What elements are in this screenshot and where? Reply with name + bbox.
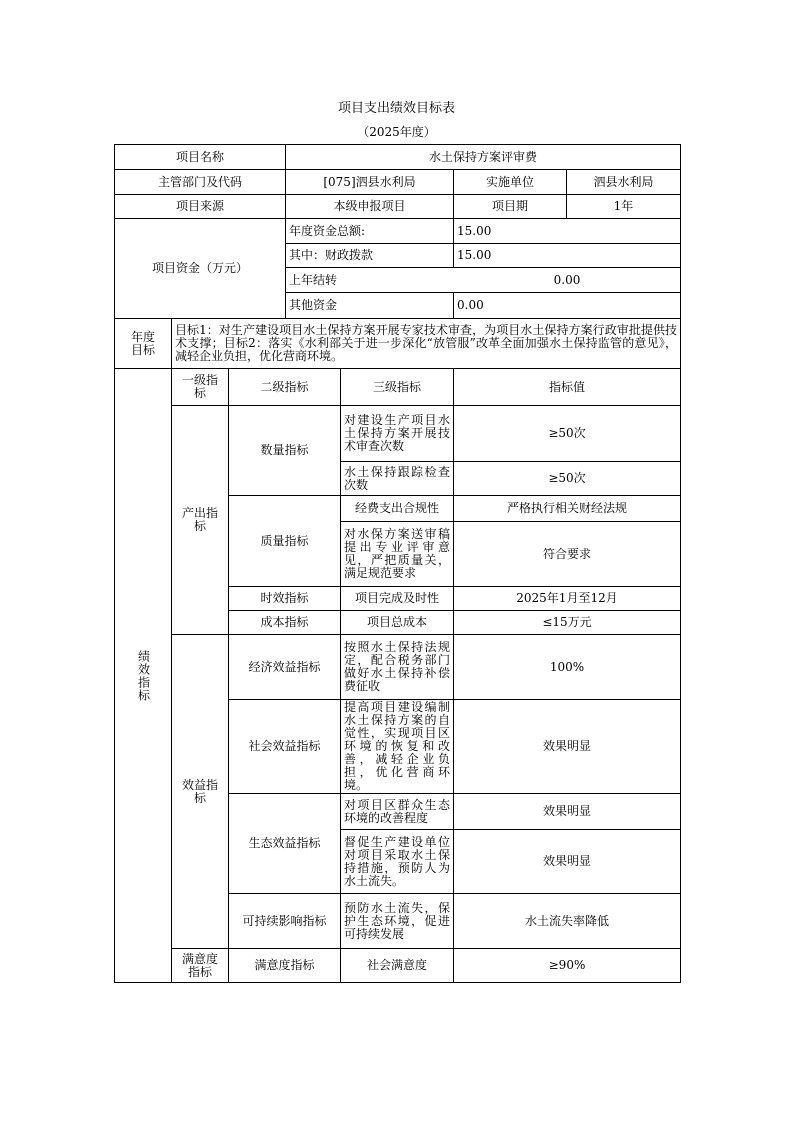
header-level1: 一级指标 <box>182 373 219 400</box>
project-name-label: 项目名称 <box>175 149 224 164</box>
level2-economic: 经济效益指标 <box>248 659 321 674</box>
level2-timeliness: 时效指标 <box>260 591 309 605</box>
indicator-value: 效果明显 <box>542 854 591 868</box>
period-value: 1年 <box>613 199 634 213</box>
level3-item: 项目完成及时性 <box>354 591 439 605</box>
indicator-value: 效果明显 <box>542 804 591 818</box>
level2-quantity: 数量指标 <box>260 443 309 457</box>
level2-satisfaction: 满意度指标 <box>254 958 315 972</box>
indicator-value: ≤15万元 <box>542 615 592 629</box>
source-value: 本级申报项目 <box>333 199 406 213</box>
period-label: 项目期 <box>491 199 528 213</box>
indicator-value: 效果明显 <box>542 739 591 753</box>
project-name-value: 水土保持方案评审费 <box>428 149 537 164</box>
level3-item: 对项目区群众生态环境的改善程度 <box>344 797 450 825</box>
annual-goal-label: 年度目标 <box>130 329 155 357</box>
level3-item: 对水保方案送审稿提出专业评审意见，严把质量关，满足规范要求 <box>344 527 450 580</box>
indicator-value: 严格执行相关财经法规 <box>506 501 627 515</box>
level1-output: 产出指标 <box>182 506 219 533</box>
header-value: 指标值 <box>548 379 585 394</box>
level3-item: 社会满意度 <box>366 958 427 972</box>
indicator-value: ≥50次 <box>548 426 586 440</box>
indicator-value: 水土流失率降低 <box>524 913 609 928</box>
funds-fiscal-value: 15.00 <box>457 248 492 262</box>
indicator-value: ≥90% <box>548 958 586 972</box>
level2-sustainable: 可持续影响指标 <box>242 913 327 928</box>
level3-item: 按照水土保持法规定，配合税务部门做好水土保持补偿费征收 <box>344 640 450 693</box>
indicator-value: 2025年1月至12月 <box>516 591 618 605</box>
funds-total-value: 15.00 <box>457 223 492 238</box>
page-title: 项目支出绩效目标表 <box>337 101 455 116</box>
funds-other-label: 其他资金 <box>289 298 338 312</box>
level1-benefit: 效益指标 <box>182 777 219 805</box>
level2-quality: 质量指标 <box>260 533 309 548</box>
impl-value: 泗县水利局 <box>593 174 654 189</box>
annual-goal-text: 目标1：对生产建设项目水土保持方案开展专家技术审查，为项目水土保持方案行政审批提供技术支撑；目标2：落实《水利部关于进一步深化“放管服”改革全面加强水土保持监管的意见》，减轻企业负担，优化营商环境。 <box>175 323 677 363</box>
level3-item: 项目总成本 <box>366 615 427 629</box>
level2-social: 社会效益指标 <box>248 739 321 753</box>
dept-label: 主管部门及代码 <box>157 174 242 189</box>
funds-carry-value: 0.00 <box>553 272 581 287</box>
source-label: 项目来源 <box>175 199 224 213</box>
level1-satisfaction: 满意度指标 <box>182 951 219 979</box>
level3-item: 水土保持跟踪检查次数 <box>344 464 450 492</box>
level3-item: 预防水土流失，保护生态环境，促进可持续发展 <box>344 900 450 941</box>
page-subtitle: （2025年度） <box>357 125 436 139</box>
indicators-section-label: 绩效指标 <box>136 649 151 702</box>
funds-label: 项目资金（万元） <box>151 261 248 275</box>
funds-total-label: 年度资金总额: <box>289 223 366 238</box>
header-level2: 二级指标 <box>260 379 309 394</box>
impl-label: 实施单位 <box>485 174 534 189</box>
level2-ecological: 生态效益指标 <box>248 836 321 850</box>
level3-item: 经费支出合规性 <box>354 501 439 515</box>
funds-fiscal-label: 其中：财政拨款 <box>289 248 374 262</box>
level3-item: 督促生产建设单位对项目采取水土保持措施，预防人为水土流失。 <box>344 834 450 888</box>
indicator-value: 符合要求 <box>542 546 591 561</box>
funds-other-value: 0.00 <box>457 298 484 312</box>
indicator-value: 100% <box>549 659 585 674</box>
level3-item: 对建设生产项目水土保持方案开展技术审查次数 <box>344 413 450 453</box>
level3-item: 提高项目建设编制水土保持方案的自觉性，实现项目区环境的恢复和改善，减轻企业负担，优化营商环境。 <box>344 700 450 792</box>
level2-cost: 成本指标 <box>260 615 309 629</box>
funds-carry-label: 上年结转 <box>289 272 338 287</box>
header-level3: 三级指标 <box>372 379 421 394</box>
indicator-value: ≥50次 <box>548 471 586 485</box>
dept-value: [075]泗县水利局 <box>323 174 416 189</box>
